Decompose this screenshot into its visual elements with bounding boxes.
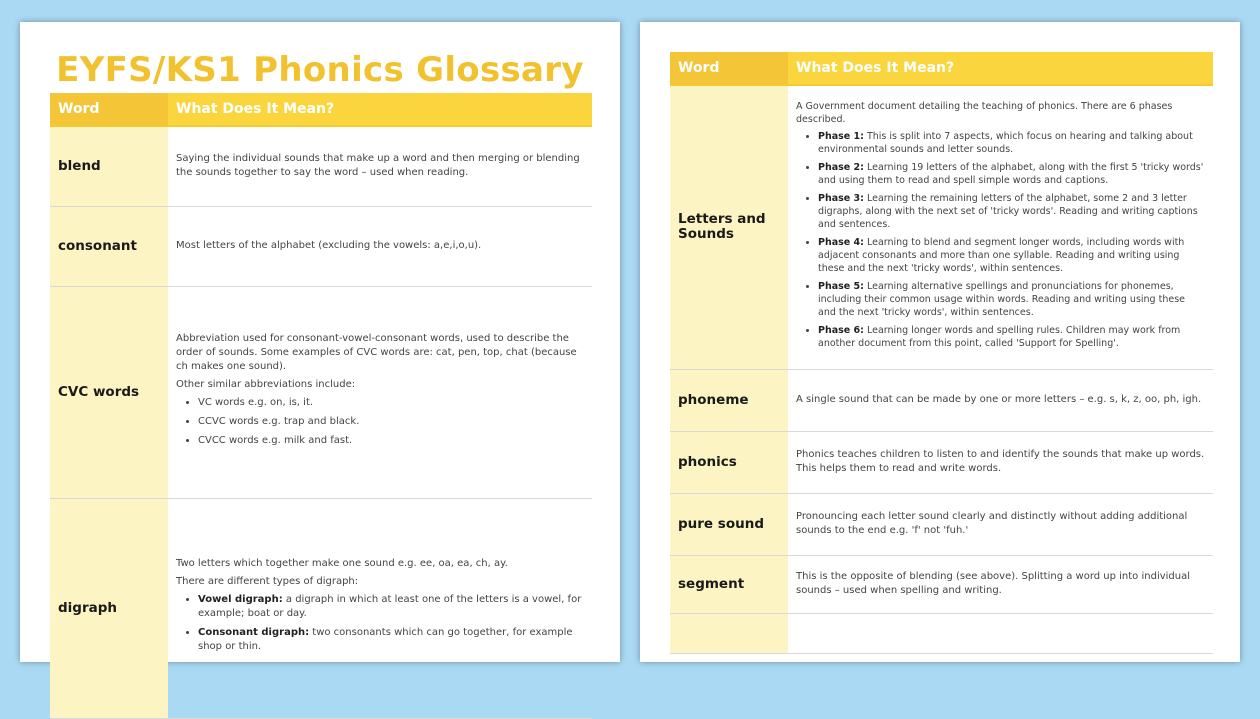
bullet-text: Learning alternative spellings and pronunciations for phonemes, including their common usage within words. Reading and writing using these and the next 'tricky words', within sentences. [818, 280, 1185, 318]
list-item [198, 593, 584, 621]
bullet-text: Learning 19 letters of the alphabet, along with the first 5 'tricky words' and using them to read and spell simple words and captions. [818, 161, 1204, 186]
list-item: • CCVC words e.g. trap and black. [198, 415, 584, 429]
table-row [670, 613, 1213, 653]
list-item: • VC words e.g. on, is, it. [198, 396, 584, 410]
definition-pure-sound: Pronouncing each letter sound clearly and distinctly without adding additional sounds to the end e.g. 'f' not 'fuh.' [788, 493, 1213, 555]
term-pure-sound: pure sound [670, 493, 788, 555]
definition-digraph [168, 498, 592, 718]
glossary-page-1 [20, 22, 620, 662]
definition-cell [788, 613, 1213, 653]
term-phonics: phonics [670, 431, 788, 493]
definition-phoneme: A single sound that can be made by one or more letters – e.g. s, k, z, oo, ph, igh. [788, 369, 1213, 431]
bullet-label: Phase 3: [818, 192, 864, 204]
bullet-label: Phase 5: [818, 280, 864, 292]
glossary-table [670, 52, 1213, 654]
page-title: EYFS/KS1 Phonics Glossary [56, 50, 584, 90]
table-row [670, 555, 1213, 613]
bullet-text: two consonants which can go together, for example shop or thin. [198, 627, 573, 652]
term-letters-and-sounds: Letters and Sounds [670, 85, 788, 369]
bullet-text: a digraph in which at least one of the letters is a vowel, for example; boat or day. [198, 594, 582, 619]
term-segment: segment [670, 555, 788, 613]
table-row [670, 493, 1213, 555]
bullet-text: This is split into 7 aspects, which focus on hearing and talking about environmental sounds and letter sounds. [818, 130, 1193, 155]
term-consonant: consonant [50, 206, 168, 286]
list-item [198, 626, 584, 654]
bullet-label: Phase 4: [818, 236, 864, 248]
term-digraph: digraph [50, 498, 168, 718]
bullet-list [176, 396, 584, 448]
glossary-page-2 [640, 22, 1240, 662]
term-phoneme: phoneme [670, 369, 788, 431]
definition-text: There are different types of digraph: [176, 576, 359, 587]
table-header-row [50, 93, 592, 126]
definition-text: Abbreviation used for consonant-vowel-consonant words, used to describe the order of sounds. Some examples of CVC words are: cat, pen, top, chat (because ch makes one sound). [176, 332, 577, 372]
term-blend: blend [50, 126, 168, 206]
definition-text: Other similar abbreviations include: [176, 378, 356, 390]
table-header-row [670, 52, 1213, 85]
definition-consonant: Most letters of the alphabet (excluding the vowels: a,e,i,o,u). [168, 206, 592, 286]
list-item [818, 280, 1205, 319]
bullet-text: Learning the remaining letters of the alphabet, some 2 and 3 letter digraphs, along with the next set of 'tricky words'. Reading and writing captions and sentences. [818, 192, 1198, 230]
column-header-word: Word [670, 52, 788, 85]
list-item [818, 130, 1205, 156]
list-item: • CVCC words e.g. milk and fast. [198, 434, 584, 448]
list-item [818, 324, 1205, 350]
bullet-list [176, 593, 584, 654]
list-item [818, 192, 1205, 231]
term-cvc-words: CVC words [50, 286, 168, 498]
term-cell [670, 613, 788, 653]
table-row [50, 286, 592, 498]
bullet-label: Phase 6: [818, 324, 864, 336]
bullet-label: Phase 2: [818, 161, 864, 173]
definition-cvc-words [168, 286, 592, 498]
bullet-list [796, 130, 1205, 350]
table-row [670, 431, 1213, 493]
list-item [818, 161, 1205, 187]
definition-text: Two letters which together make one sound e.g. ee, oa, ea, ch, ay. [176, 558, 508, 569]
bullet-label: Vowel digraph: [198, 594, 283, 605]
bullet-label: Phase 1: [818, 130, 864, 142]
table-row [50, 498, 592, 718]
bullet-text: Learning to blend and segment longer words, including words with adjacent consonants and more than one syllable. Reading and writing using these and the next 'tricky words', within sentences. [818, 236, 1185, 274]
column-header-meaning: What Does It Mean? [168, 93, 592, 126]
column-header-word: Word [50, 93, 168, 126]
glossary-table [50, 93, 592, 719]
column-header-meaning: What Does It Mean? [788, 52, 1213, 85]
definition-text: A Government document detailing the teaching of phonics. There are 6 phases described. [796, 100, 1173, 125]
table-row [50, 206, 592, 286]
bullet-label: Consonant digraph: [198, 627, 310, 638]
definition-segment: This is the opposite of blending (see above). Splitting a word up into individual sounds – used when spelling and writing. [788, 555, 1213, 613]
table-row [670, 369, 1213, 431]
definition-phonics: Phonics teaches children to listen to and identify the sounds that make up words. This helps them to read and write words. [788, 431, 1213, 493]
definition-blend: Saying the individual sounds that make up a word and then merging or blending the sounds together to say the word – used when reading. [168, 126, 592, 206]
table-row [50, 126, 592, 206]
bullet-text: Learning longer words and spelling rules. Children may work from another document from this point, called 'Support for Spelling'. [818, 324, 1181, 349]
table-row [670, 85, 1213, 369]
definition-letters-and-sounds [788, 85, 1213, 369]
list-item [818, 236, 1205, 275]
